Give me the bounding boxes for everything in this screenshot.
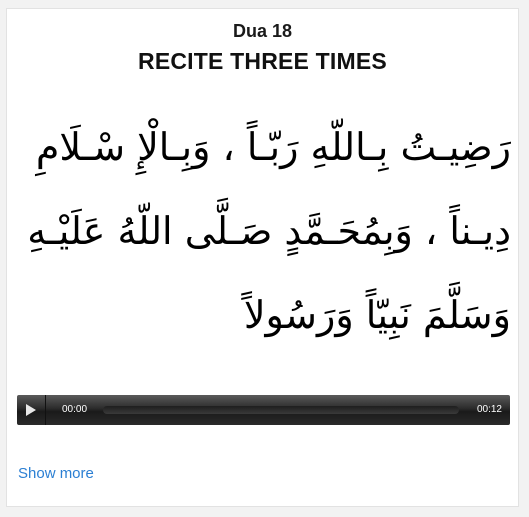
dua-card [6, 8, 519, 507]
audio-progress-bar[interactable] [103, 406, 459, 414]
play-button[interactable] [17, 395, 46, 425]
recitation-instruction: RECITE THREE TIMES [138, 48, 387, 74]
total-duration: 00:12 [476, 404, 502, 415]
arabic-dua-text [15, 105, 511, 357]
dua-number: Dua 18 [232, 21, 293, 41]
audio-player [17, 395, 510, 425]
arabic-line-1: رَضِيـتُ بِـاللّهِ رَبّـاً ، وَبِـالْإِ سْـلَامِ [35, 125, 511, 169]
arabic-line-2: دِيـناً ، وَبِمُحَـمَّدٍ صَـلَّى اللّهُ عَلَيْـهِ [27, 209, 511, 253]
show-more-link[interactable]: Show more [18, 465, 94, 482]
current-time: 00:00 [62, 404, 88, 415]
arabic-line-3: وَسَلَّمَ نَبِيّاً وَرَسُولاً [243, 293, 511, 337]
play-icon [26, 404, 36, 416]
